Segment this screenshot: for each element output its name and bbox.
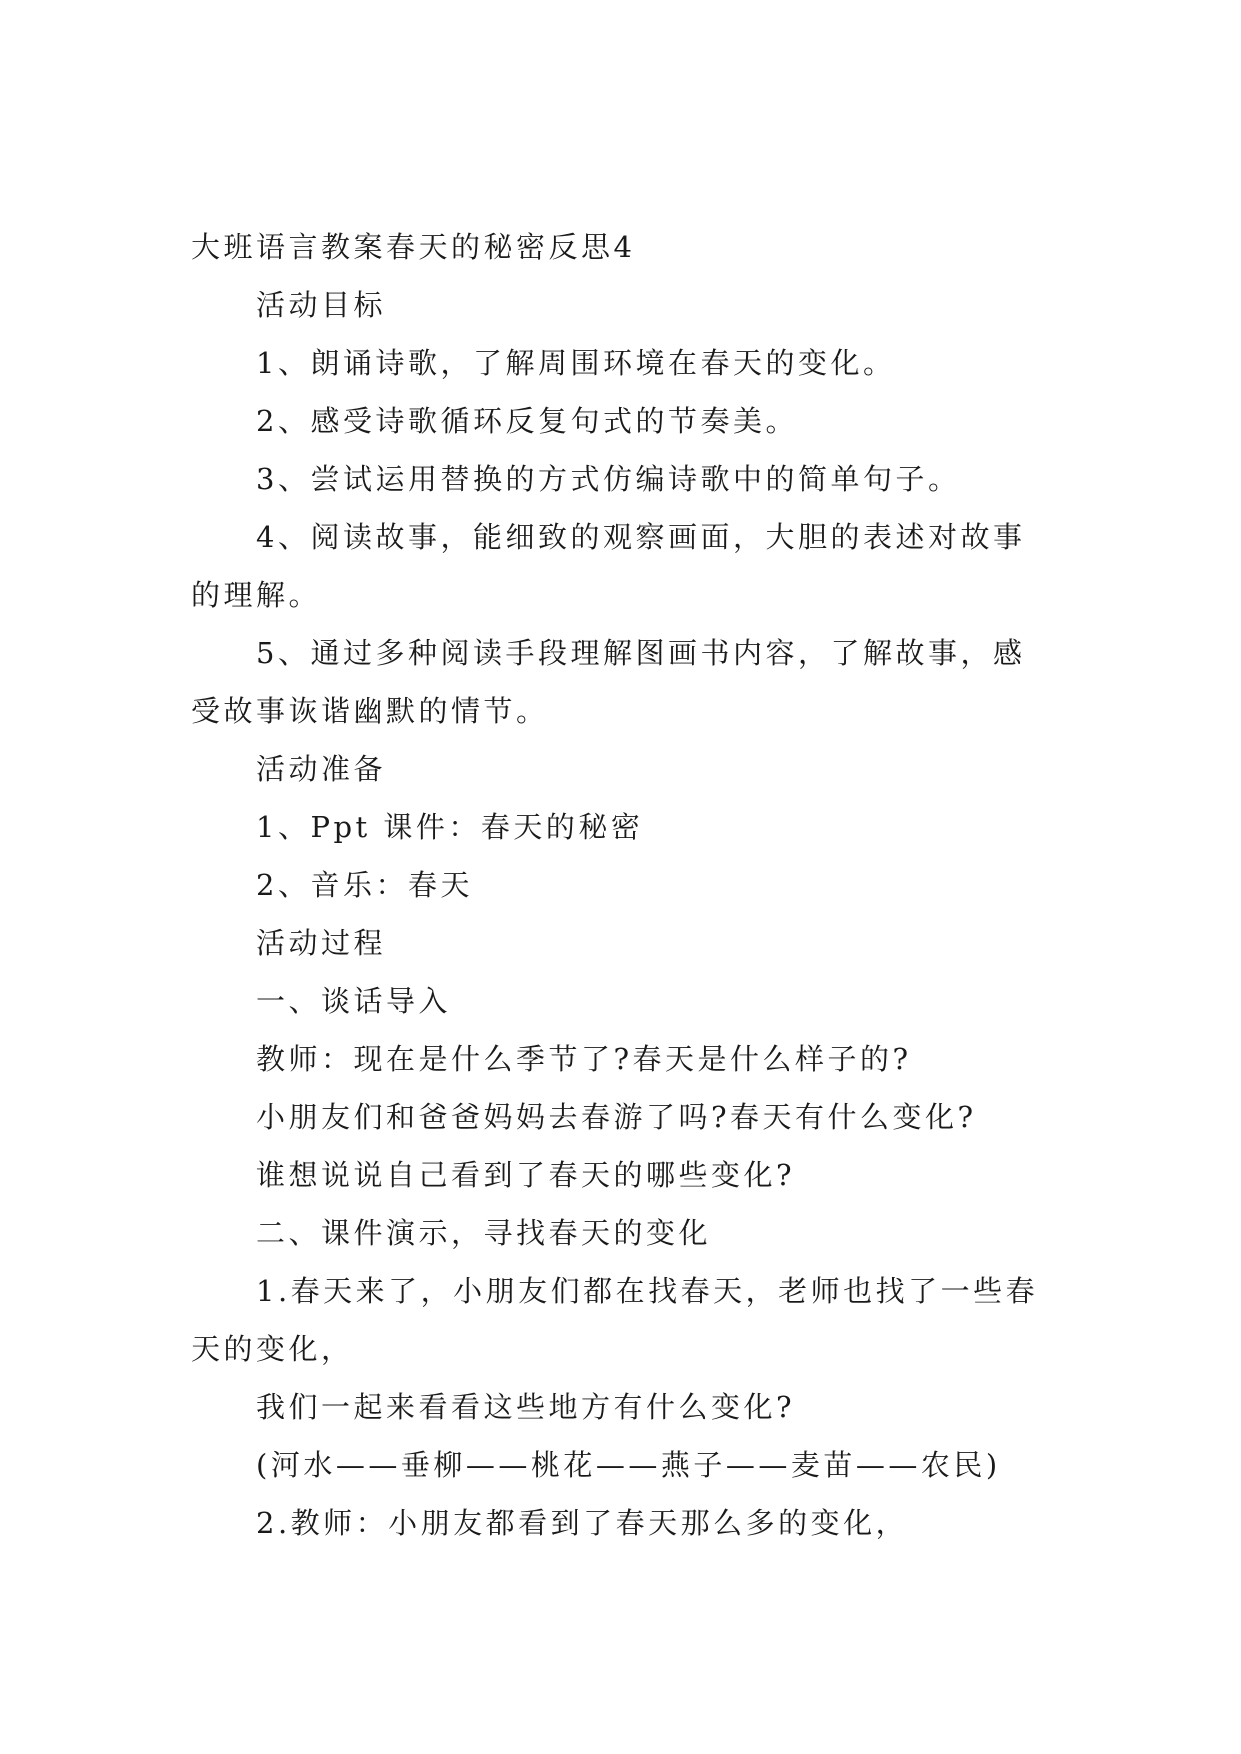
section-heading-preparation: 活动准备: [256, 752, 387, 786]
paragraph-line: 1、Ppt 课件：春天的秘密: [256, 810, 644, 844]
paragraph-line: 4、阅读故事，能细致的观察画面，大胆的表述对故事: [256, 520, 1026, 554]
document-title: 大班语言教案春天的秘密反思4: [191, 230, 636, 264]
paragraph-line: 我们一起来看看这些地方有什么变化?: [256, 1390, 796, 1424]
paragraph-line: 小朋友们和爸爸妈妈去春游了吗?春天有什么变化?: [256, 1100, 977, 1134]
paragraph-line: 2、感受诗歌循环反复句式的节奏美。: [256, 404, 798, 438]
paragraph-line: 教师：现在是什么季节了?春天是什么样子的?: [256, 1042, 912, 1076]
section-heading-goals: 活动目标: [256, 288, 387, 322]
paragraph-line: (河水——垂柳——桃花——燕子——麦苗——农民): [256, 1448, 1001, 1482]
paragraph-line: 1、朗诵诗歌，了解周围环境在春天的变化。: [256, 346, 896, 380]
paragraph-line: 的理解。: [191, 578, 322, 612]
paragraph-line: 天的变化，: [191, 1332, 354, 1366]
paragraph-line: 2、音乐：春天: [256, 868, 473, 902]
paragraph-line: 5、通过多种阅读手段理解图画书内容，了解故事，感: [256, 636, 1026, 670]
section-heading-process: 活动过程: [256, 926, 387, 960]
subsection-heading: 一、谈话导入: [256, 984, 452, 1018]
paragraph-line: 1.春天来了，小朋友们都在找春天，老师也找了一些春: [256, 1274, 1039, 1308]
paragraph-line: 谁想说说自己看到了春天的哪些变化?: [256, 1158, 796, 1192]
paragraph-line: 2.教师：小朋友都看到了春天那么多的变化，: [256, 1506, 909, 1540]
paragraph-line: 受故事诙谐幽默的情节。: [191, 694, 549, 728]
document-body: [191, 218, 1051, 1552]
paragraph-line: 3、尝试运用替换的方式仿编诗歌中的简单句子。: [256, 462, 961, 496]
subsection-heading: 二、课件演示，寻找春天的变化: [256, 1216, 712, 1250]
